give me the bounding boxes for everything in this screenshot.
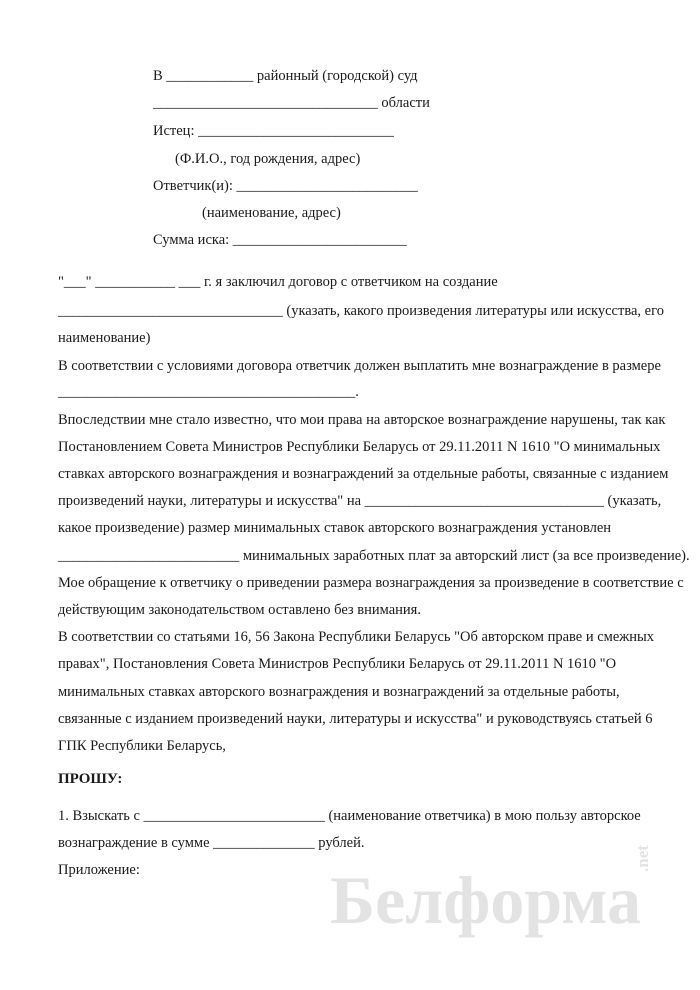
body-line: _________________________ минимальных заработных плат за авторский лист (за все произведение). — [58, 548, 690, 564]
body-line: минимальных ставках авторского вознаграждения и вознаграждений за отдельные работы, — [58, 684, 620, 700]
body-line: _________________________________________. — [58, 384, 359, 400]
claim-sum-line: Сумма иска: ________________________ — [153, 232, 407, 248]
body-line: В соответствии со статьями 16, 56 Закона Республики Беларусь "Об авторском праве и смежных — [58, 629, 655, 645]
court-line: В ____________ районный (городской) суд — [153, 68, 418, 84]
watermark-text: Белформа — [330, 862, 641, 938]
body-line: "___" ___________ ___ г. я заключил договор с ответчиком на создание — [58, 274, 498, 290]
body-line: Мое обращение к ответчику о приведении размера вознаграждения за произведение в соответствие с — [58, 575, 684, 591]
attachment-label: Приложение: — [58, 862, 140, 878]
body-line: В соответствии с условиями договора ответчик должен выплатить мне вознаграждение в размере — [58, 358, 661, 374]
body-line: ГПК Республики Беларусь, — [58, 738, 226, 754]
request-title: ПРОШУ: — [58, 771, 123, 787]
body-line: _______________________________ (указать, какого произведения литературы или искусства, его — [58, 303, 664, 319]
region-line: _______________________________ области — [153, 95, 430, 111]
request-line: вознаграждение в сумме ______________ рублей. — [58, 835, 365, 851]
body-line: наименование) — [58, 330, 151, 346]
defendant-line: Ответчик(и): _________________________ — [153, 178, 418, 194]
body-line: произведений науки, литературы и искусства" на _________________________________ (указать, — [58, 493, 662, 509]
body-line: какое произведение) размер минимальных ставок авторского вознаграждения установлен — [58, 520, 612, 536]
request-line: 1. Взыскать с _________________________ (наименование ответчика) в мою пользу авторское — [58, 808, 641, 824]
body-line: действующим законодательством оставлено без внимания. — [58, 602, 421, 618]
plaintiff-line: Истец: ___________________________ — [153, 123, 394, 139]
defendant-hint: (наименование, адрес) — [202, 205, 341, 221]
body-line: ставках авторского вознаграждения и вознаграждений за отдельные работы, связанные с изданием — [58, 466, 669, 482]
body-line: правах", Постановления Совета Министров Республики Беларусь от 29.11.2011 N 1610 "О — [58, 656, 617, 672]
body-line: Постановлением Совета Министров Республики Беларусь от 29.11.2011 N 1610 "О минимальных — [58, 439, 661, 455]
watermark-suffix: .net — [633, 845, 652, 872]
body-line: связанные с изданием произведений науки, литературы и искусства" и руководствуясь статьей 6 — [58, 711, 653, 727]
body-line: Впоследствии мне стало известно, что мои права на авторское вознаграждение нарушены, так как — [58, 412, 666, 428]
plaintiff-hint: (Ф.И.О., год рождения, адрес) — [175, 151, 361, 167]
belforma-watermark — [330, 845, 670, 950]
